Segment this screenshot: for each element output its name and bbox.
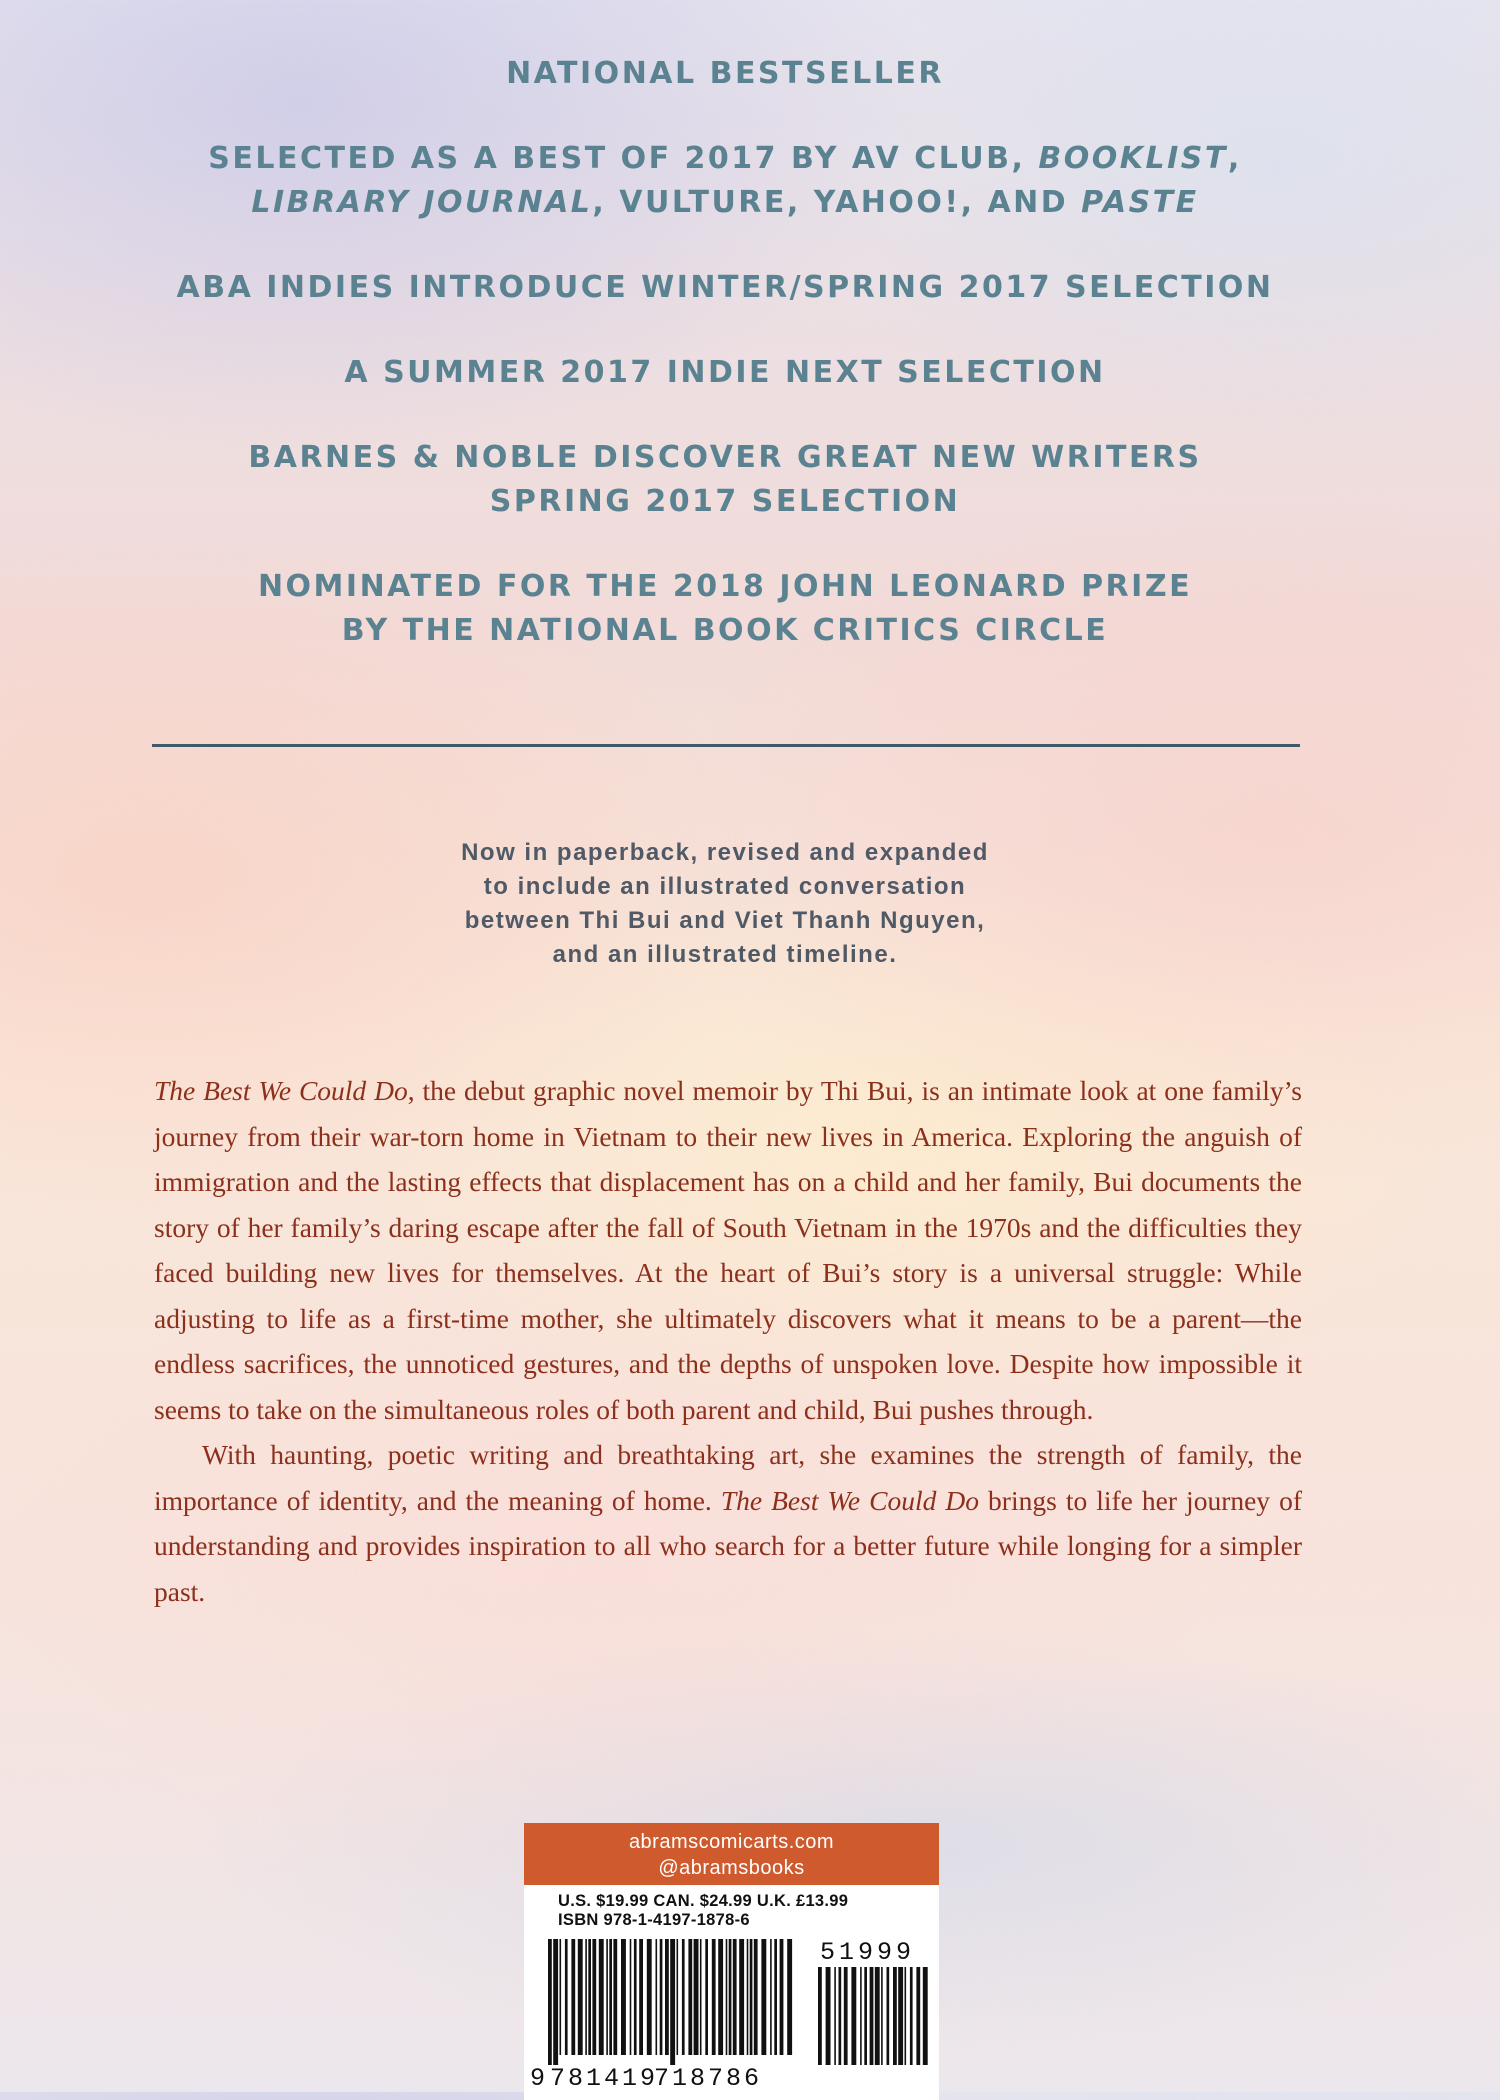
barcode-bar [613, 1939, 617, 2055]
barcode-bar [718, 1939, 723, 2055]
barcode-digits-group1: 781419 [550, 2064, 659, 2093]
barcode-bar [893, 1967, 897, 2065]
barcode-bar [660, 1939, 663, 2055]
barcode-bar [818, 1967, 822, 2065]
barcode-bars-main [548, 1939, 792, 2065]
barcode-bar [747, 1939, 749, 2055]
barcode-bar [553, 1939, 558, 2065]
barcode-bar [670, 1939, 675, 2065]
barcode-bar [639, 1939, 643, 2055]
barcode-bar [864, 1967, 867, 2065]
barcode-bar [726, 1939, 728, 2055]
barcode-bar [634, 1939, 637, 2055]
barcode-bar [875, 1967, 880, 2065]
barcode-bar [682, 1939, 685, 2055]
accolade-line: SPRING 2017 SELECTION [489, 484, 961, 519]
barcode-bar [630, 1939, 632, 2055]
publisher-web-banner [524, 1823, 939, 1885]
barcode-bar [694, 1939, 699, 2055]
paperback-note-line: Now in paperback, revised and expanded [461, 839, 989, 866]
price-barcode-label [524, 1823, 939, 2100]
accolade-indie-next [0, 351, 1450, 395]
accolade-line: NATIONAL BESTSELLER [506, 56, 944, 91]
barcode-bars-addon [818, 1967, 928, 2065]
barcode-digits-group2: 718786 [654, 2064, 763, 2093]
accolade-john-leonard-prize [0, 565, 1450, 653]
barcode-bar [729, 1939, 732, 2055]
barcode-bar [578, 1939, 583, 2055]
barcode-price-code: 51999 [820, 1938, 916, 1967]
isbn-line: ISBN 978-1-4197-1878-6 [558, 1911, 750, 1929]
accolade-line: SELECTED AS A BEST OF 2017 BY AV CLUB, BOOKLIST, [208, 141, 1242, 176]
accolade-line: NOMINATED FOR THE 2018 JOHN LEONARD PRIZE [257, 569, 1193, 604]
barcode-bar [565, 1939, 568, 2055]
barcode-bar [606, 1939, 608, 2055]
barcode-bar [834, 1967, 836, 2065]
book-title: The Best We Could Do [720, 1484, 979, 1516]
barcode-bar [887, 1967, 890, 2065]
accolades-list [0, 52, 1450, 694]
accolade-national-bestseller [0, 52, 1450, 96]
book-title: The Best We Could Do [154, 1075, 408, 1106]
book-description [154, 1068, 1302, 1614]
accolade-line: A SUMMER 2017 INDIE NEXT SELECTION [344, 355, 1106, 390]
barcode-bar [609, 1939, 612, 2055]
barcode-bar [705, 1939, 708, 2055]
barcode [524, 1933, 939, 2095]
barcode-bar [739, 1939, 744, 2055]
accolade-aba-indies [0, 266, 1450, 310]
barcode-bar [560, 1939, 562, 2055]
barcode-bar [571, 1939, 575, 2055]
barcode-bar [851, 1967, 856, 2065]
barcode-bar [860, 1967, 862, 2065]
barcode-bar [910, 1967, 913, 2065]
barcode-bar [870, 1967, 874, 2065]
barcode-bar [750, 1939, 753, 2055]
barcode-digit-first: 9 [530, 2064, 546, 2093]
barcode-bar [787, 1939, 792, 2055]
description-paragraph-1: The Best We Could Do, the debut graphic novel memoir by Thi Bui, is an intimate look at one family’s journey from their war-torn home in Vietnam to their new lives in America. Exploring the anguish of immigration and the lasting effects that displacement has on a child and her family, Bui documents the story of her family’s daring escape after the fall of South Vietnam in the 1970s and the difficulties they faced building new lives for themselves. At the heart of Bui’s story is a universal struggle: While adjusting to life as a first-time mother, she ultimately discovers what it means to be a parent—the endless sacrifices, the unnoticed gestures, and the depths of unspoken love. Despite how impossible it seems to take on the simultaneous roles of both parent and child, Bui pushes through. [154, 1075, 1302, 1425]
barcode-bar [712, 1939, 716, 2055]
barcode-bar [548, 1939, 552, 2065]
barcode-bar [599, 1939, 604, 2055]
barcode-bar [665, 1939, 669, 2055]
barcode-bar [733, 1939, 737, 2055]
barcode-bar [700, 1939, 702, 2055]
barcode-bar [677, 1939, 679, 2055]
barcode-bar [774, 1939, 777, 2055]
accolade-best-of-2017 [0, 137, 1450, 225]
barcode-bar [585, 1939, 587, 2055]
paperback-note-line: to include an illustrated conversation [483, 873, 967, 900]
accolade-barnes-noble [0, 436, 1450, 524]
barcode-bar [621, 1939, 626, 2055]
barcode-bar [592, 1939, 596, 2055]
barcode-bar [780, 1939, 784, 2055]
price-line: U.S. $19.99 CAN. $24.99 U.K. £13.99 [558, 1892, 849, 1910]
barcode-bar [754, 1939, 758, 2055]
barcode-bar [881, 1967, 883, 2065]
barcode-bar [905, 1967, 907, 2065]
paperback-note [0, 836, 1450, 972]
accolade-line: BY THE NATIONAL BOOK CRITICS CIRCLE [341, 613, 1109, 648]
barcode-bar [826, 1967, 831, 2065]
accolade-line: LIBRARY JOURNAL, VULTURE, YAHOO!, AND PASTE [251, 185, 1199, 220]
barcode-bar [844, 1967, 848, 2065]
accolade-line: ABA INDIES INTRODUCE WINTER/SPRING 2017 SELECTION [176, 270, 1274, 305]
barcode-bar [761, 1939, 766, 2055]
paperback-note-line: between Thi Bui and Viet Thanh Nguyen, [464, 907, 986, 934]
barcode-bar [839, 1967, 842, 2065]
barcode-bar [916, 1967, 920, 2065]
paperback-note-line: and an illustrated timeline. [552, 941, 898, 968]
publisher-social-handle: @abramsbooks [658, 1857, 805, 1879]
divider-rule [152, 744, 1300, 747]
barcode-bar [588, 1939, 591, 2055]
barcode-bar [688, 1939, 692, 2055]
barcode-bar [898, 1967, 903, 2065]
barcode-bar [923, 1967, 928, 2065]
accolade-line: BARNES & NOBLE DISCOVER GREAT NEW WRITERS [248, 440, 1202, 475]
barcode-bar [647, 1939, 652, 2055]
description-paragraph-2: With haunting, poetic writing and breathtaking art, she examines the strength of family, the importance of identity, and the meaning of home. The Best We Could Do brings to life her journey of understanding and provides inspiration to all who search for a better future while longing for a simpler past. [154, 1439, 1302, 1607]
barcode-bar [656, 1939, 658, 2055]
publisher-website: abramscomicarts.com [628, 1831, 835, 1853]
barcode-bar [770, 1939, 772, 2055]
